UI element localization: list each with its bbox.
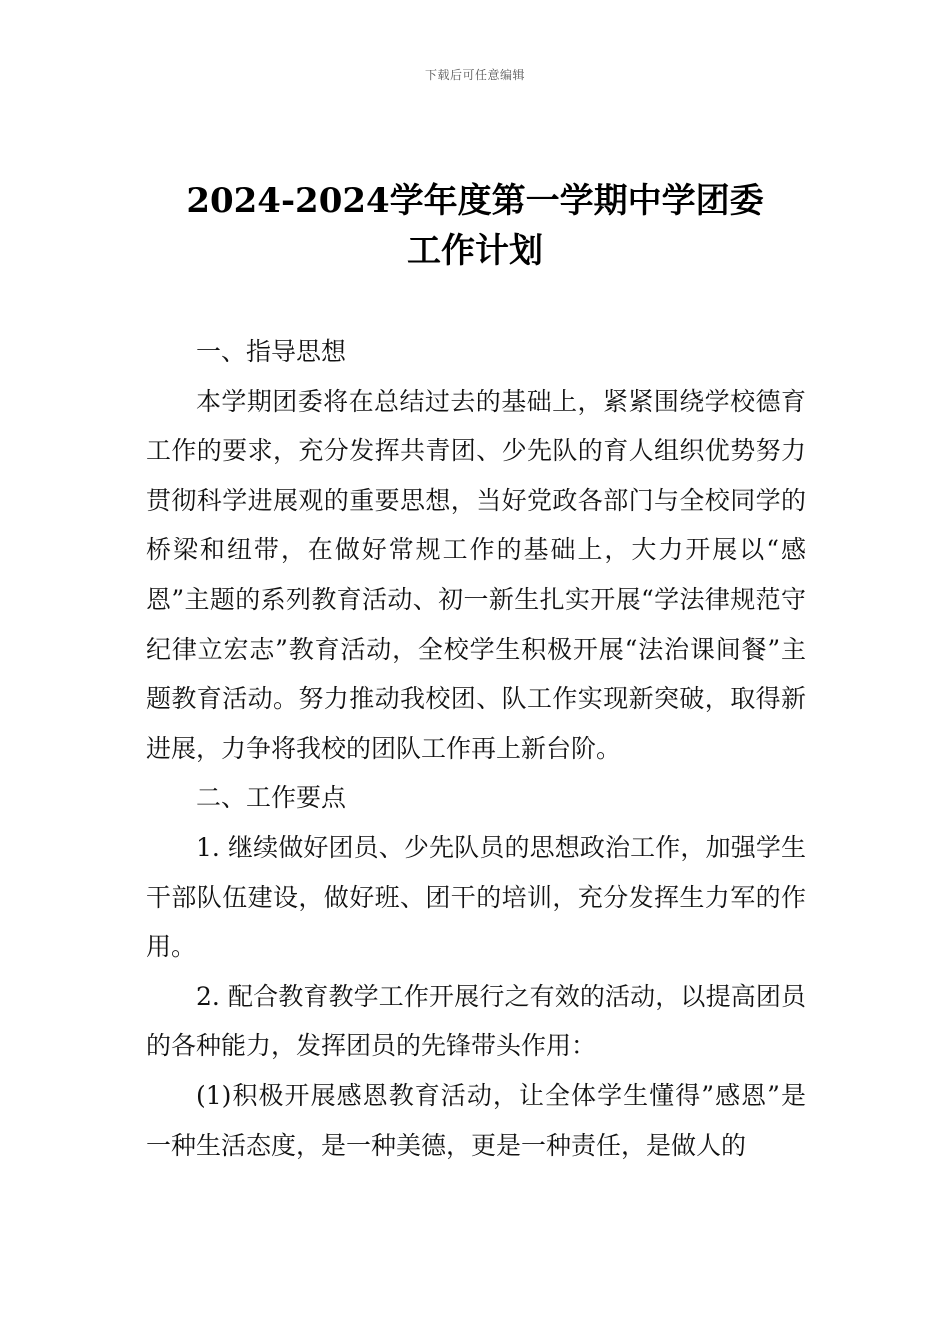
paragraph-point-2: 2. 配合教育教学工作开展行之有效的活动，以提高团员的各种能力，发挥团员的先锋带头作用： <box>146 981 806 1061</box>
header-note: 下载后可任意编辑 <box>424 68 525 82</box>
document-body <box>146 327 806 1170</box>
paragraph-guiding-ideology: 本学期团委将在总结过去的基础上，紧紧围绕学校德育工作的要求，充分发挥共青团、少先队的育人组织优势努力贯彻科学进展观的重要思想，当好党政各部门与全校同学的桥梁和纽带，在做好常规工作的基础上，大力开展以“感恩”主题的系列教育活动、初一新生扎实开展“学法律规范守纪律立宏志”教育活动，全校学生积极开展“法治课间餐”主题教育活动。努力推动我校团、队工作实现新突破，取得新进展，力争将我校的团队工作再上新台阶。 <box>146 386 806 763</box>
paragraph-point-1: 1. 继续做好团员、少先队员的思想政治工作，加强学生干部队伍建设，做好班、团干的培训，充分发挥生力军的作用。 <box>146 832 806 962</box>
document-title <box>0 176 950 276</box>
title-line-1: 2024-2024学年度第一学期中学团委 <box>186 181 764 221</box>
section-heading-guiding-ideology: 一、指导思想 <box>196 337 347 366</box>
title-line-2: 工作计划 <box>407 231 543 271</box>
paragraph-point-2-1: (1)积极开展感恩教育活动，让全体学生懂得”感恩”是一种生活态度，是一种美德，更是一种责任，是做人的 <box>146 1080 806 1160</box>
section-heading-work-points: 二、工作要点 <box>196 783 347 813</box>
